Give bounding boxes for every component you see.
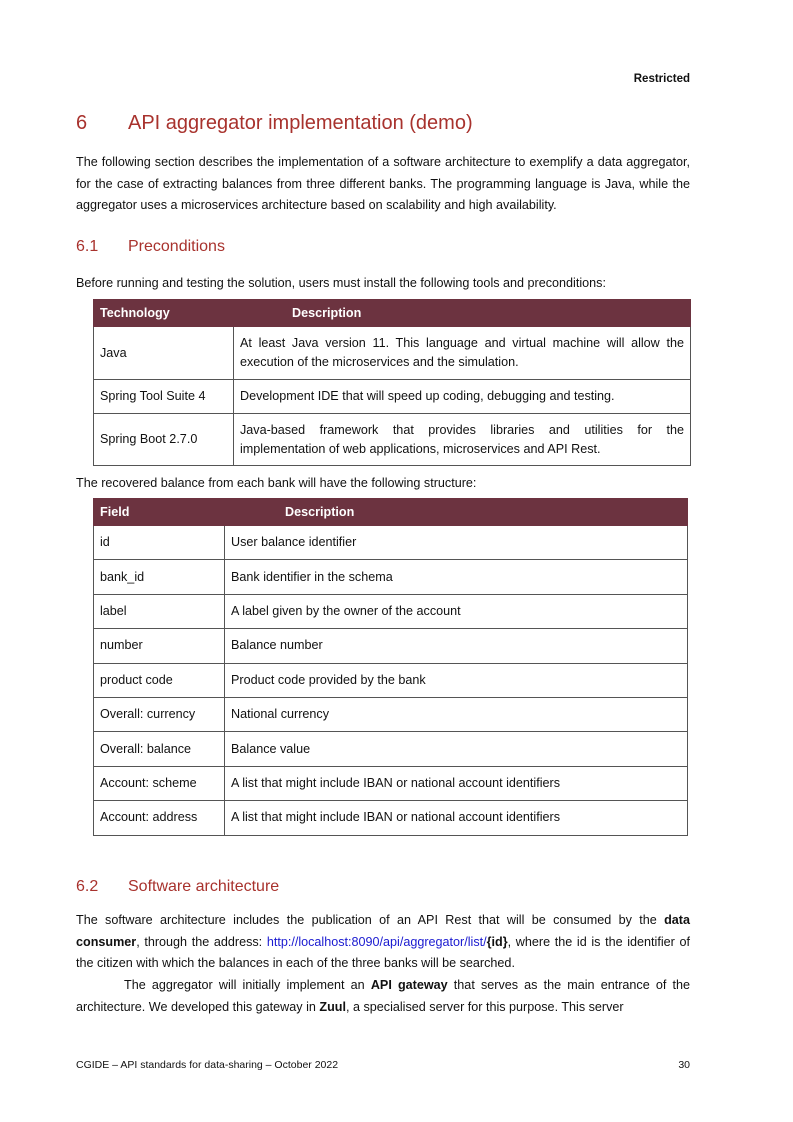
bold-text: {id}: [486, 934, 508, 949]
table-row: [94, 380, 691, 414]
section-number: 6: [76, 112, 88, 134]
column-header: Field: [94, 499, 225, 526]
table-cell: Spring Boot 2.7.0: [94, 414, 234, 466]
text: that serves as the main entrance of the architecture. We developed this gateway in: [76, 978, 690, 1014]
table-cell: Development IDE that will speed up coding, debugging and testing.: [234, 380, 691, 414]
table-row: [94, 732, 688, 766]
text: The aggregator will initially implement an: [124, 978, 371, 992]
table-row: [94, 594, 688, 628]
table-cell: At least Java version 11. This language and virtual machine will allow the execution of the microservices and the simulation.: [234, 327, 691, 380]
table-row: [94, 629, 688, 663]
table-cell: A list that might include IBAN or national account identifiers: [225, 801, 688, 835]
subsection-title: Preconditions: [128, 238, 225, 255]
table-row: [94, 414, 691, 466]
table-cell: National currency: [225, 697, 688, 731]
column-header: Description: [234, 300, 691, 327]
balance-structure-table: [93, 498, 688, 836]
section-title: API aggregator implementation (demo): [128, 112, 473, 134]
table-header-row: [94, 499, 688, 526]
table-row: [94, 560, 688, 594]
section-heading: [76, 112, 473, 135]
column-header: Description: [225, 499, 688, 526]
subsection-heading-6-1: [76, 238, 225, 256]
table-header-row: [94, 300, 691, 327]
table-cell: product code: [94, 663, 225, 697]
section-intro: The following section describes the implementation of a software architecture to exemplify a data aggregator, for the case of extracting balances from three different banks. The programming language is Java, while the aggregator uses a microservices architecture based on scalability and high availability.: [76, 155, 690, 212]
api-url-link[interactable]: http://localhost:8090/api/aggregator/list/: [266, 934, 487, 949]
table-cell: Java-based framework that provides libraries and utilities for the implementation of web applications, microservices and API Rest.: [234, 414, 691, 466]
footer-title: CGIDE – API standards for data-sharing – October 2022: [76, 1059, 339, 1071]
table-cell: Java: [94, 327, 234, 380]
table-row: [94, 526, 688, 560]
text: , a specialised server for this purpose. This server: [345, 999, 624, 1014]
table-row: [94, 327, 691, 380]
page-footer: [76, 1059, 690, 1071]
table-cell: Account: address: [94, 801, 225, 835]
subsection-number: 6.2: [76, 878, 99, 895]
table-cell: Bank identifier in the schema: [225, 560, 688, 594]
table-cell: Overall: balance: [94, 732, 225, 766]
classification-label: Restricted: [633, 73, 690, 85]
subsection-title: Software architecture: [128, 878, 280, 895]
table-cell: number: [94, 629, 225, 663]
table-cell: Overall: currency: [94, 697, 225, 731]
page-number: 30: [678, 1059, 690, 1071]
table-cell: Product code provided by the bank: [225, 663, 688, 697]
subsection-number: 6.1: [76, 238, 99, 255]
text: The software architecture includes the publication of an API Rest that will be consumed by the: [76, 913, 665, 927]
technology-table: [93, 299, 691, 466]
table-cell: A label given by the owner of the account: [225, 594, 688, 628]
architecture-paragraph-2: [76, 975, 690, 1018]
table-cell: A list that might include IBAN or national account identifiers: [225, 766, 688, 800]
bold-text: API gateway: [370, 978, 448, 992]
bold-text: Zuul: [319, 999, 346, 1014]
text: , through the address:: [136, 934, 267, 949]
preconditions-intro: Before running and testing the solution, users must install the following tools and preconditions:: [76, 276, 606, 290]
text: , where the id is the identifier of the citizen with which the balances in each of the three banks will be searched.: [76, 934, 690, 970]
table-cell: Account: scheme: [94, 766, 225, 800]
table-cell: Spring Tool Suite 4: [94, 380, 234, 414]
table-row: [94, 766, 688, 800]
table-cell: Balance number: [225, 629, 688, 663]
structure-intro: The recovered balance from each bank will have the following structure:: [76, 476, 477, 490]
architecture-paragraph-1: [76, 910, 690, 975]
table-row: [94, 801, 688, 835]
column-header: Technology: [94, 300, 234, 327]
table-cell: id: [94, 526, 225, 560]
table-cell: label: [94, 594, 225, 628]
subsection-heading-6-2: [76, 878, 279, 896]
table-cell: bank_id: [94, 560, 225, 594]
table-row: [94, 697, 688, 731]
table-cell: Balance value: [225, 732, 688, 766]
bold-text: data consumer: [76, 913, 690, 949]
table-row: [94, 663, 688, 697]
table-cell: User balance identifier: [225, 526, 688, 560]
